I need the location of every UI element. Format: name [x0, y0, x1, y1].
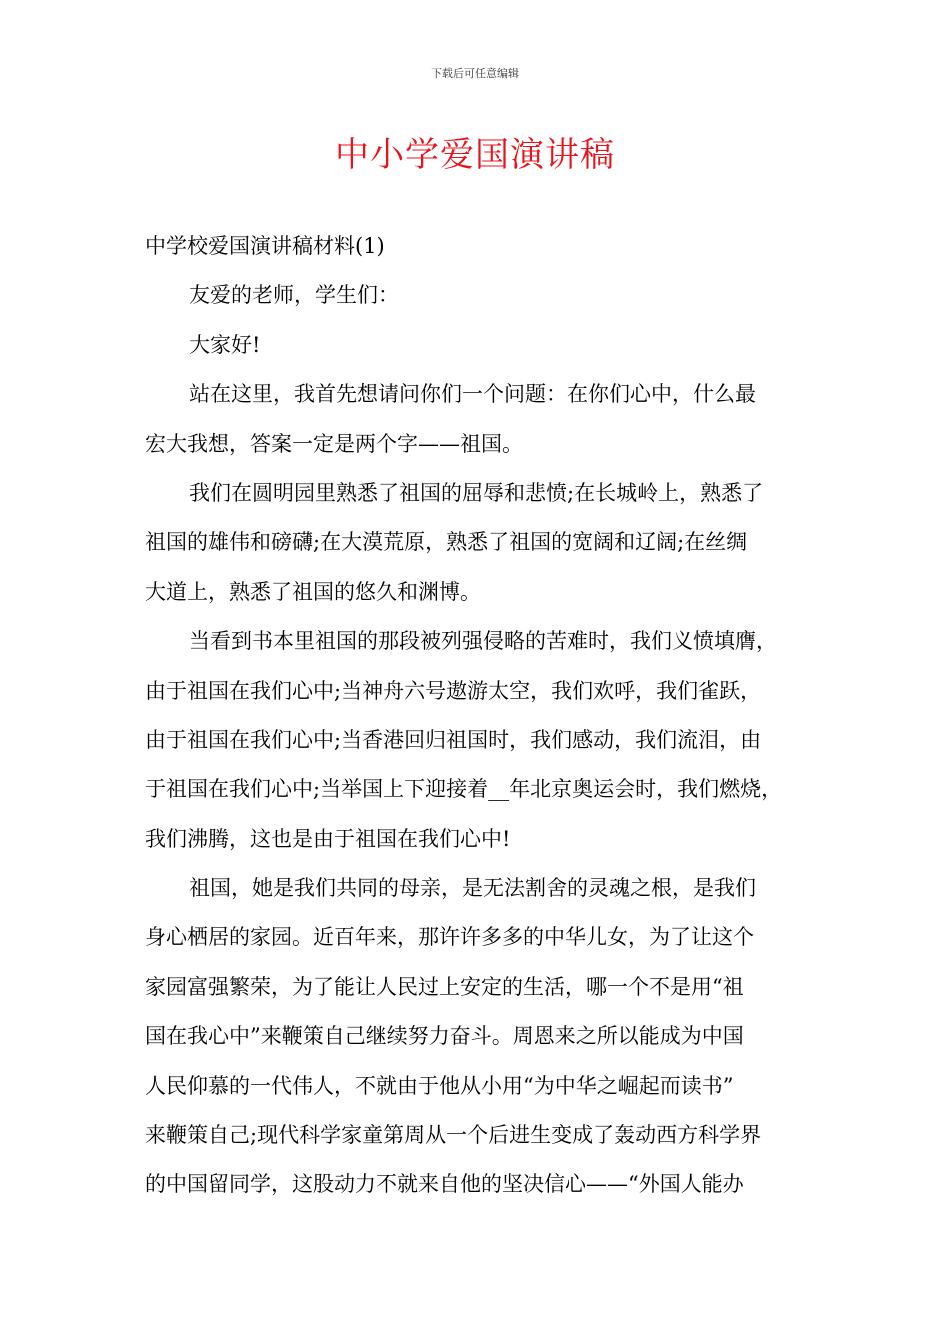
section-heading: 中学校爱国演讲稿材料(1) — [145, 234, 385, 258]
paragraph-line: 人民仰慕的一代伟人，不就由于他从小用“为中华之崛起而读书” — [145, 1073, 734, 1098]
document-title: 中小学爱国演讲稿 — [335, 135, 615, 175]
paragraph-line: 我们沸腾，这也是由于祖国在我们心中! — [145, 826, 511, 851]
paragraph-line: 的中国留同学，这股动力不就来自他的坚决信心——“外国人能办 — [145, 1172, 744, 1197]
header-note: 下载后可任意编辑 — [431, 67, 519, 80]
paragraph-line: 由于祖国在我们心中;当香港回归祖国时，我们感动，我们流泪，由 — [145, 727, 762, 752]
paragraph-line: 身心栖居的家园。近百年来，那许许多多的中华儿女，为了让这个 — [145, 925, 754, 950]
document-body — [145, 225, 821, 1213]
paragraph-line: 国在我心中”来鞭策自己继续努力奋斗。周恩来之所以能成为中国 — [145, 1024, 744, 1049]
paragraph-line: 站在这里，我首先想请问你们一个问题：在你们心中，什么最 — [189, 382, 756, 407]
paragraph-line: 来鞭策自己;现代科学家童第周从一个后进生变成了轰动西方科学界 — [145, 1123, 762, 1148]
paragraph-line: 家园富强繁荣，为了能让人民过上安定的生活，哪一个不是用“祖 — [145, 974, 744, 999]
paragraph-line: 友爱的老师，学生们： — [189, 283, 399, 308]
paragraph-line: 祖国，她是我们共同的母亲，是无法割舍的灵魂之根，是我们 — [189, 876, 756, 901]
paragraph-line: 祖国的雄伟和磅礴;在大漠荒原，熟悉了祖国的宽阔和辽阔;在丝绸 — [145, 530, 748, 555]
paragraph-line: 宏大我想，答案一定是两个字——祖国。 — [145, 431, 523, 456]
paragraph-line: 由于祖国在我们心中;当神舟六号遨游太空，我们欢呼，我们雀跃， — [145, 678, 762, 703]
paragraph-line: 当看到书本里祖国的那段被列强侵略的苦难时，我们义愤填膺， — [189, 629, 777, 654]
paragraph-line: 大道上，熟悉了祖国的悠久和渊博。 — [145, 579, 481, 604]
paragraph-line: 于祖国在我们心中;当举国上下迎接着__年北京奥运会时，我们燃烧， — [145, 777, 783, 802]
paragraph-line: 我们在圆明园里熟悉了祖国的屈辱和悲愤;在长城岭上，熟悉了 — [189, 480, 764, 505]
paragraph-line: 大家好! — [189, 332, 261, 357]
